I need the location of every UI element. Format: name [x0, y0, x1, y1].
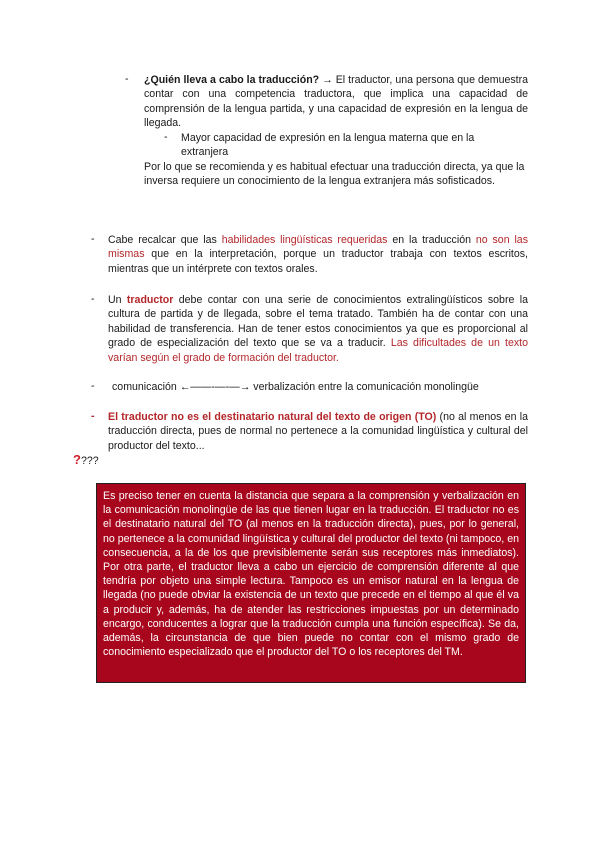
traductor-paragraph [108, 293, 528, 365]
text-run: (no al menos en la traducción directa, pues de normal no pertenece a la comunidad lingüística y cultural del productor del texto... [108, 411, 528, 452]
quien-question: ¿Quién lleva a cabo la traducción? [144, 74, 320, 86]
text-run: en la traducción [387, 234, 476, 246]
cabe-paragraph [108, 233, 528, 276]
bullet-dash: - [125, 73, 129, 85]
text-run: Un [108, 294, 127, 306]
comunicacion-line: comunicación ←——-—-—→ verbalización entre la comunicación monolingüe [112, 381, 479, 393]
quien-paragraph [144, 73, 528, 131]
text-run: debe contar con una serie de conocimientos extralingüísticos sobre la cultura de partida y de llegada, sobre el tema tratado. También ha de contar con una habilidad de transferencia. Han de tener estos conocimientos ya que es proporcional al grado de especialización del texto que se va a traducir. [108, 294, 528, 350]
bullet-dash: - [91, 293, 95, 305]
question-text: ??? [80, 455, 99, 467]
sub-bullet-dash: - [164, 131, 168, 143]
question-marks [73, 453, 99, 468]
highlight-no-son-las-mismas: no son las mismas [108, 234, 528, 261]
highlight-destinatario: El traductor no es el destinatario natural del texto de origen (TO) [108, 411, 437, 423]
text-run: Cabe recalcar que las [108, 234, 222, 246]
bullet-dash: - [91, 233, 95, 245]
highlight-dificultades: Las dificultades de un texto varían según el grado de formación del traductor. [108, 337, 528, 364]
question-icon: ? [73, 452, 81, 467]
highlight-box-text: Es preciso tener en cuenta la distancia que separa a la comprensión y verbalización en la comunicación monolingüe de las que tienen lugar en la traducción. El traductor no es el destinatario natural del TO (al menos en la traducción directa), pues, por lo general, no pertenece a la comunidad lingüística y cultural del productor del texto (ni tampoco, en consecuencia, a la de los que previsiblemente serán sus receptores más inmediatos). Por otra parte, el traductor lleva a cabo un ejercicio de comprensión diferente al que tendría por objeto una simple lectura. Tampoco es un emisor natural en la lengua de llegada (no puede obviar la existencia de un texto que precede en el tiempo al que él va a producir y, además, ha de atender las restricciones impuestas por un determinado encargo, conducentes a lograr que la traducción cumpla una función específica). Se da, además, la circunstancia de que bien puede no contar con el mismo grado de conocimiento especializado que el productor del TO o los receptores del TM. [103, 490, 519, 659]
quien-answer: → El traductor, una persona que demuestra contar con una competencia traductora, que implica una capacidad de comprensión de la lengua partida, y una capacidad de expresión en la lengua de llegada. [144, 74, 529, 130]
quien-conclusion: Por lo que se recomienda y es habitual efectuar una traducción directa, ya que la inversa requiere un conocimiento de la lengua extranjera más sofisticados. [144, 161, 525, 188]
highlight-traductor: traductor [126, 294, 174, 306]
bullet-dash-red: - [91, 410, 95, 422]
highlight-habilidades: habilidades lingüísticas requeridas [221, 234, 388, 246]
highlight-box [96, 483, 526, 683]
text-run: que en la interpretación, porque un traductor trabaja con textos escritos, mientras que un intérprete con textos orales. [108, 248, 528, 275]
sub-item-expresion: Mayor capacidad de expresión en la lengua materna que en la extranjera [181, 132, 475, 159]
bullet-dash: - [91, 380, 95, 392]
destinatario-paragraph [108, 410, 528, 453]
